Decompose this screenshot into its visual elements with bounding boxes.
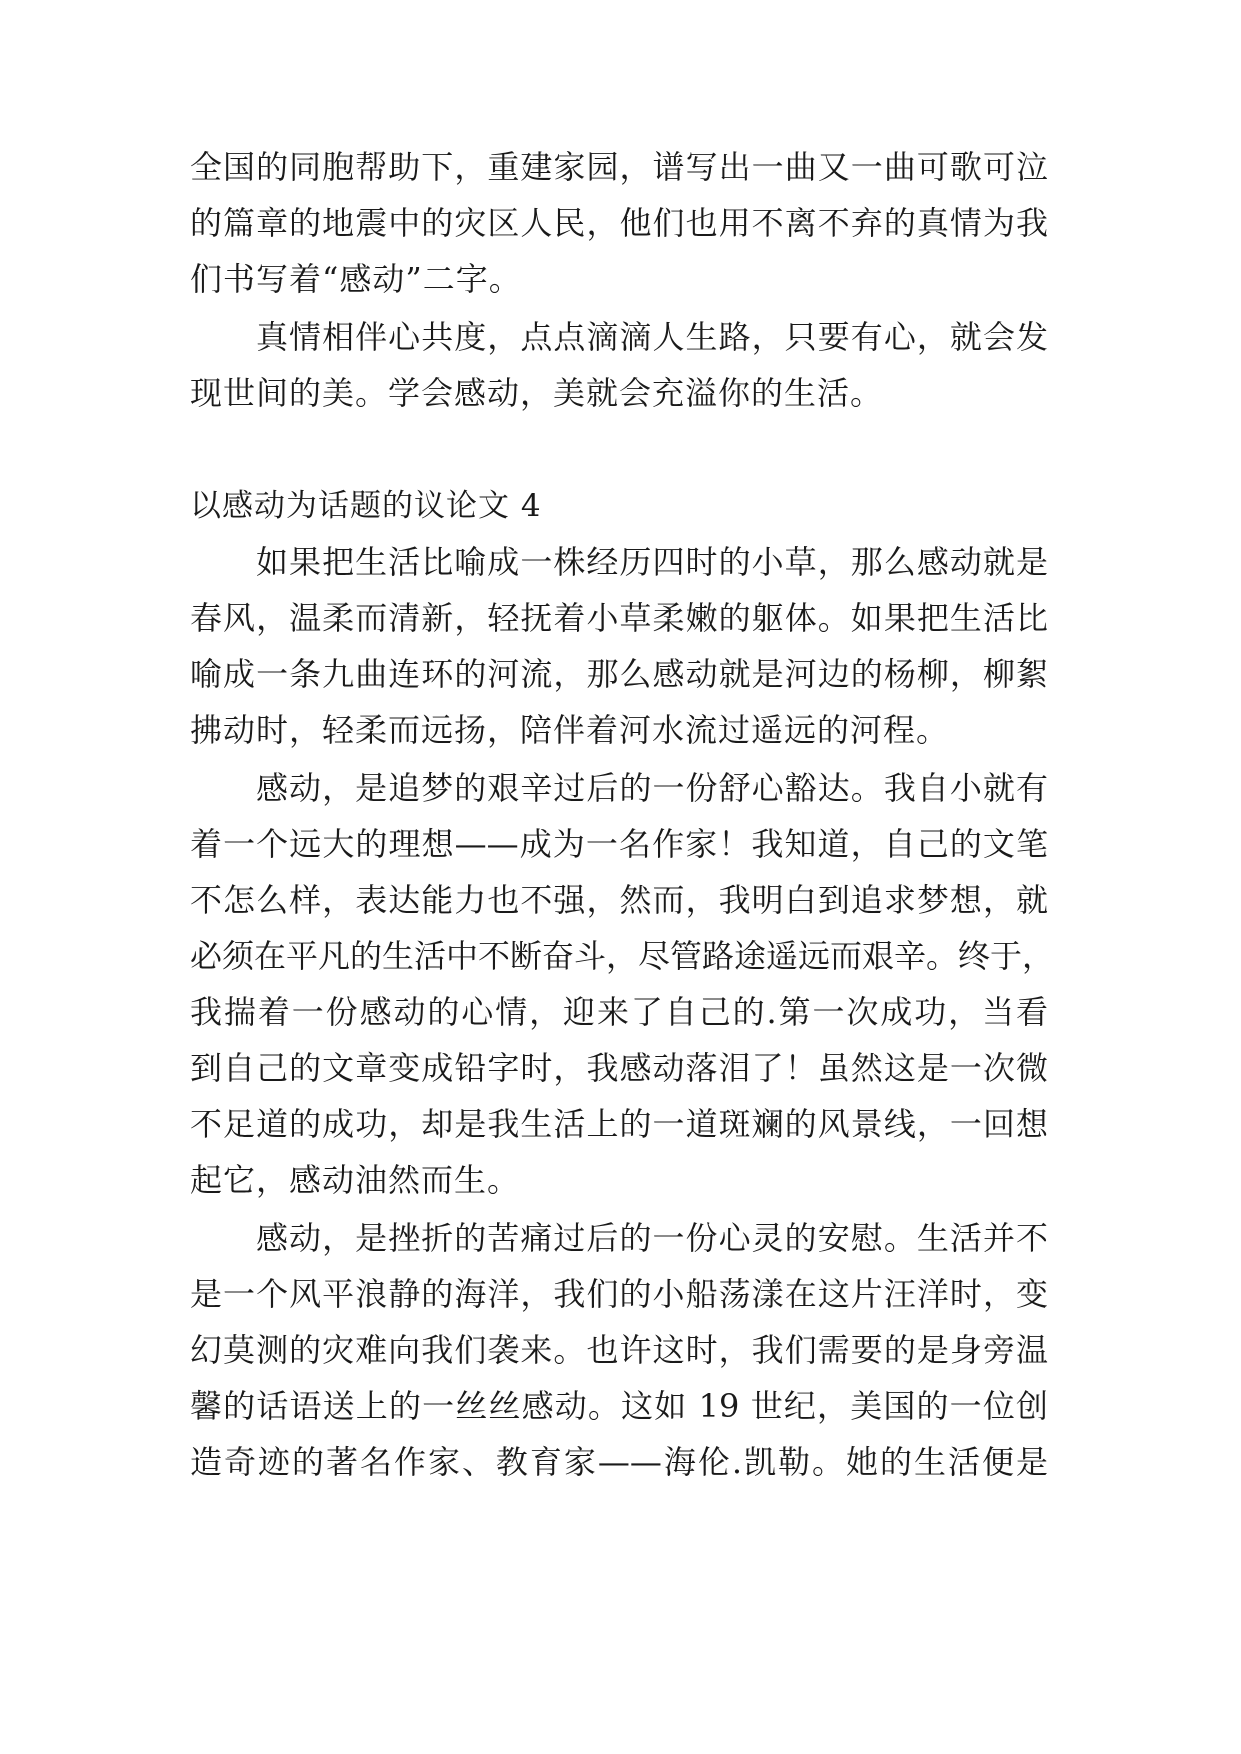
text-line: 不怎么样，表达能力也不强，然而，我明白到追求梦想，就: [190, 881, 1048, 919]
text-line: 是一个风平浪静的海洋，我们的小船荡漾在这片汪洋时，变: [190, 1275, 1048, 1313]
text-line: 感动，是挫折的苦痛过后的一份心灵的安慰。生活并不: [256, 1219, 1048, 1257]
text-line: 喻成一条九曲连环的河流，那么感动就是河边的杨柳，柳絮: [190, 655, 1048, 693]
text-line: 着一个远大的理想——成为一名作家！我知道，自己的文笔: [190, 825, 1048, 863]
text-line: 馨的话语送上的一丝丝感动。这如 19 世纪，美国的一位创: [190, 1387, 1048, 1425]
text-line: 感动，是追梦的艰辛过后的一份舒心豁达。我自小就有: [256, 769, 1048, 807]
text-line: 造奇迹的著名作家、教育家——海伦.凯勒。她的生活便是: [190, 1443, 1048, 1481]
text-line: 真情相伴心共度，点点滴滴人生路，只要有心，就会发: [256, 318, 1048, 356]
text-line: 如果把生活比喻成一株经历四时的小草，那么感动就是: [256, 543, 1048, 581]
text-line: 的篇章的地震中的灾区人民，他们也用不离不弃的真情为我: [190, 204, 1048, 242]
text-line: 我揣着一份感动的心情，迎来了自己的.第一次成功，当看: [190, 993, 1048, 1031]
text-line: 们书写着“感动”二字。: [190, 260, 522, 298]
text-line: 起它，感动油然而生。: [190, 1161, 521, 1199]
text-line: 必须在平凡的生活中不断奋斗，尽管路途遥远而艰辛。终于，: [190, 937, 1055, 975]
text-line: 全国的同胞帮助下，重建家园，谱写出一曲又一曲可歌可泣: [190, 148, 1048, 186]
text-line: 现世间的美。学会感动，美就会充溢你的生活。: [190, 374, 884, 412]
text-line: 到自己的文章变成铅字时，我感动落泪了！虽然这是一次微: [190, 1049, 1048, 1087]
text-line: 幻莫测的灾难向我们袭来。也许这时，我们需要的是身旁温: [190, 1331, 1048, 1369]
section-heading: 以感动为话题的议论文 4: [190, 488, 542, 524]
text-line: 不足道的成功，却是我生活上的一道斑斓的风景线，一回想: [190, 1105, 1048, 1143]
text-line: 拂动时，轻柔而远扬，陪伴着河水流过遥远的河程。: [190, 711, 950, 749]
text-line: 春风，温柔而清新，轻抚着小草柔嫩的躯体。如果把生活比: [190, 599, 1048, 637]
